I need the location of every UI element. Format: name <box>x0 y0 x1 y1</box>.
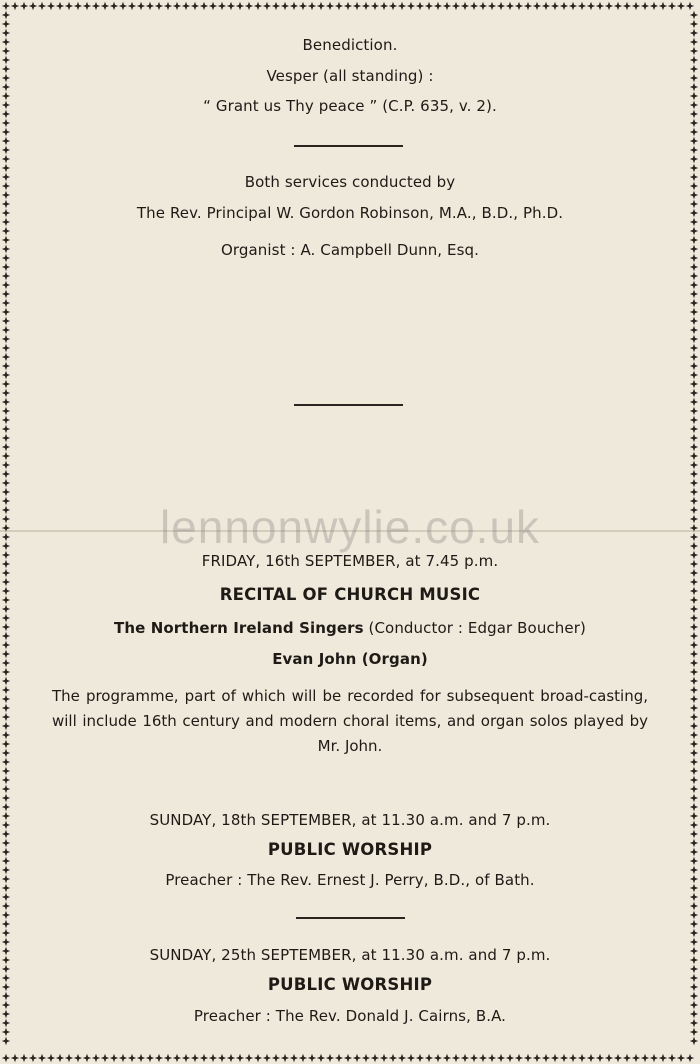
sunday-25-preacher: Preacher : The Rev. Donald J. Cairns, B.A. <box>193 1007 507 1025</box>
sunday-18-title: PUBLIC WORSHIP <box>267 840 433 859</box>
conductor-name: The Rev. Principal W. Gordon Robinson, M.A., B.D., Ph.D. <box>136 204 564 222</box>
recital-date: FRIDAY, 16th SEPTEMBER, at 7.45 p.m. <box>201 552 499 570</box>
conducted-by-text: Both services conducted by <box>244 173 456 191</box>
organist-name: Organist : A. Campbell Dunn, Esq. <box>220 241 480 259</box>
vesper-text: Vesper (all standing) : <box>266 67 434 85</box>
divider-rule <box>294 145 403 147</box>
divider-rule <box>294 404 403 406</box>
sunday-25-title: PUBLIC WORSHIP <box>267 975 433 994</box>
recital-title: RECITAL OF CHURCH MUSIC <box>219 585 481 604</box>
sunday-25-date: SUNDAY, 25th SEPTEMBER, at 11.30 a.m. and 7 p.m. <box>149 946 551 964</box>
vesper-hymn: “ Grant us Thy peace ” (C.P. 635, v. 2). <box>203 97 497 115</box>
singers-conductor: (Conductor : Edgar Boucher) <box>368 619 586 637</box>
recital-organist: Evan John (Organ) <box>272 650 428 668</box>
benediction-text: Benediction. <box>302 36 398 54</box>
sunday-18-date: SUNDAY, 18th SEPTEMBER, at 11.30 a.m. and 7 p.m. <box>149 811 551 829</box>
divider-rule <box>296 917 405 919</box>
recital-description: The programme, part of which will be recorded for subsequent broad-casting, will include 16th century and modern choral items, and organ solos played by Mr. John. <box>52 687 648 755</box>
watermark: lennonwylie.co.uk <box>159 501 541 553</box>
singers-name: The Northern Ireland Singers <box>114 619 364 637</box>
recital-singers <box>0 619 700 637</box>
sunday-18-preacher: Preacher : The Rev. Ernest J. Perry, B.D., of Bath. <box>165 871 535 889</box>
